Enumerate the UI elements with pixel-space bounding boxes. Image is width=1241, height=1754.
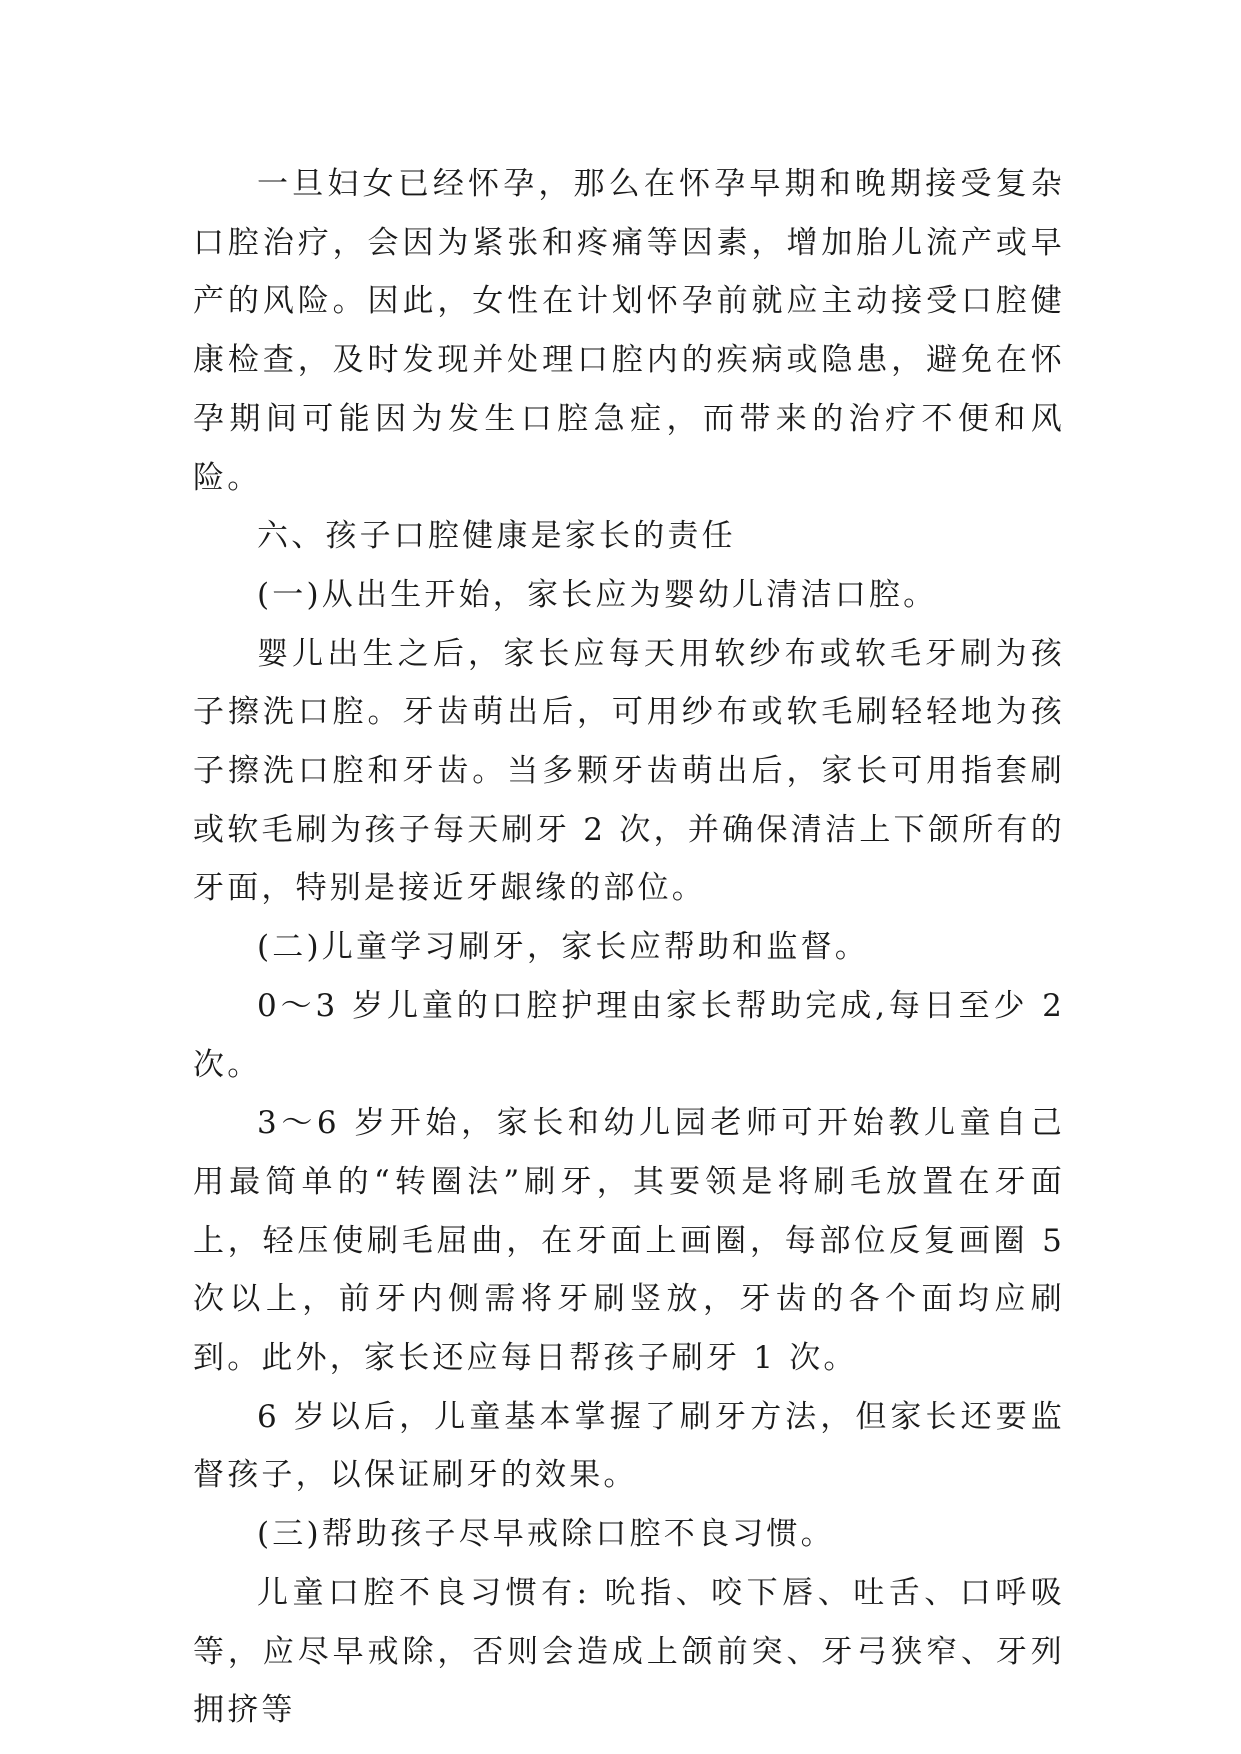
paragraph-pregnancy-risk: 一旦妇女已经怀孕，那么在怀孕早期和晚期接受复杂口腔治疗，会因为紧张和疼痛等因素，增加胎儿流产或早产的风险。因此，女性在计划怀孕前就应主动接受口腔健康检查，及时发现并处理口腔内的疾病或隐患，避免在怀孕期间可能因为发生口腔急症，而带来的治疗不便和风险。: [193, 166, 1065, 496]
subheading-brushing-supervision: (二)儿童学习刷牙，家长应帮助和监督。: [257, 929, 869, 966]
paragraph-bad-habits: 儿童口腔不良习惯有: 吮指、咬下唇、吐舌、口呼吸等，应尽早戒除，否则会造成上颌前突、牙弓狭窄、牙列拥挤等: [193, 1574, 1065, 1729]
paragraph-infant-cleaning: 婴儿出生之后，家长应每天用软纱布或软毛牙刷为孩子擦洗口腔。牙齿萌出后，可用纱布或软毛刷轻轻地为孩子擦洗口腔和牙齿。当多颗牙齿萌出后，家长可用指套刷或软毛刷为孩子每天刷牙 2 次，并确保清洁上下颌所有的牙面，特别是接近牙龈缘的部位。: [193, 635, 1065, 907]
paragraph-age-6-plus: 6 岁以后，儿童基本掌握了刷牙方法，但家长还要监督孩子，以保证刷牙的效果。: [193, 1398, 1065, 1494]
subheading-clean-infant-mouth: (一)从出生开始，家长应为婴幼儿清洁口腔。: [257, 576, 938, 613]
subheading-bad-habits: (三)帮助孩子尽早戒除口腔不良习惯。: [257, 1516, 835, 1553]
paragraph-age-3-6: 3～6 岁开始，家长和幼儿园老师可开始教儿童自己用最简单的“转圈法”刷牙，其要领是将刷毛放置在牙面上，轻压使刷毛屈曲，在牙面上画圈，每部位反复画圈 5 次以上，前牙内侧需将牙刷竖放，牙齿的各个面均应刷到。此外，家长还应每日帮孩子刷牙 1 次。: [193, 1105, 1065, 1377]
paragraph-age-0-3: 0～3 岁儿童的口腔护理由家长帮助完成,每日至少 2 次。: [193, 987, 1065, 1083]
section-heading-children-oral-health: 六、孩子口腔健康是家长的责任: [257, 518, 736, 555]
body-text: [193, 155, 1065, 1740]
